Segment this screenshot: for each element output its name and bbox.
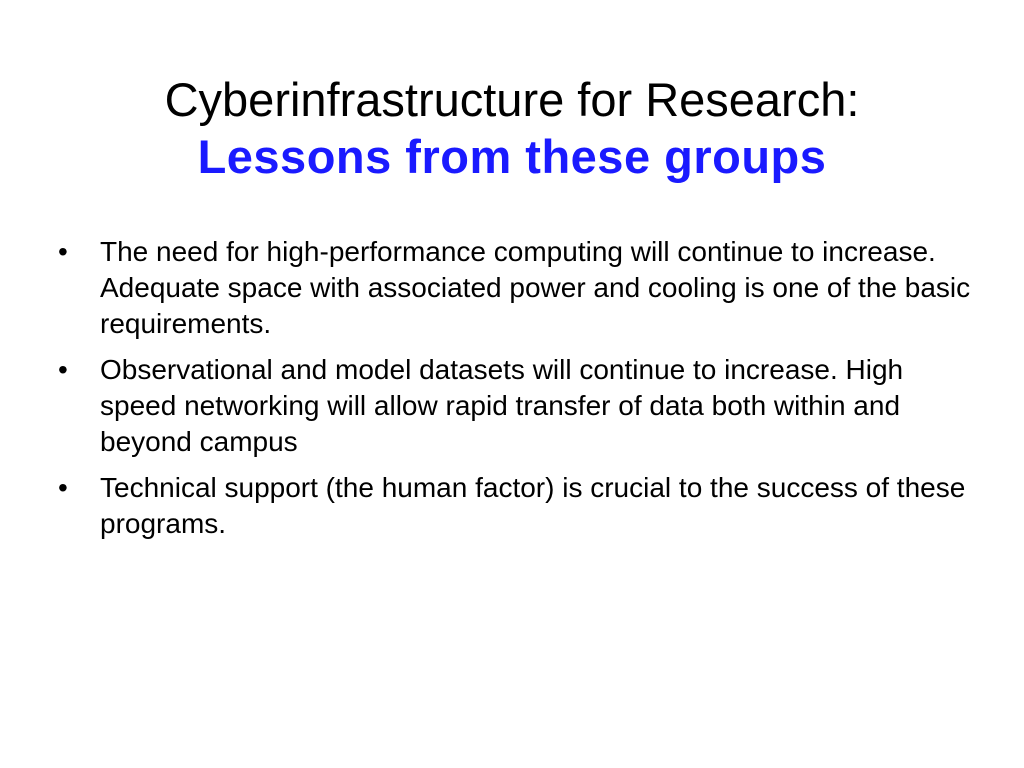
bullet-text: The need for high-performance computing will continue to increase. Adequate space with associated power and cooling is one of the basic requirements. bbox=[100, 236, 971, 339]
bullet-icon: • bbox=[58, 236, 68, 267]
bullet-item-datasets bbox=[58, 352, 978, 460]
slide-title bbox=[0, 72, 1024, 186]
bullet-list bbox=[58, 234, 978, 552]
bullet-item-support bbox=[58, 470, 978, 542]
bullet-item-hpc bbox=[58, 234, 978, 342]
bullet-text: Technical support (the human factor) is crucial to the success of these programs. bbox=[100, 472, 966, 539]
title-main: Cyberinfrastructure for Research: bbox=[164, 73, 860, 126]
bullet-icon: • bbox=[58, 472, 68, 503]
bullet-icon: • bbox=[58, 354, 68, 385]
title-subtitle: Lessons from these groups bbox=[197, 130, 827, 183]
bullet-text: Observational and model datasets will continue to increase. High speed networking will allow rapid transfer of data both within and beyond campus bbox=[100, 354, 904, 457]
